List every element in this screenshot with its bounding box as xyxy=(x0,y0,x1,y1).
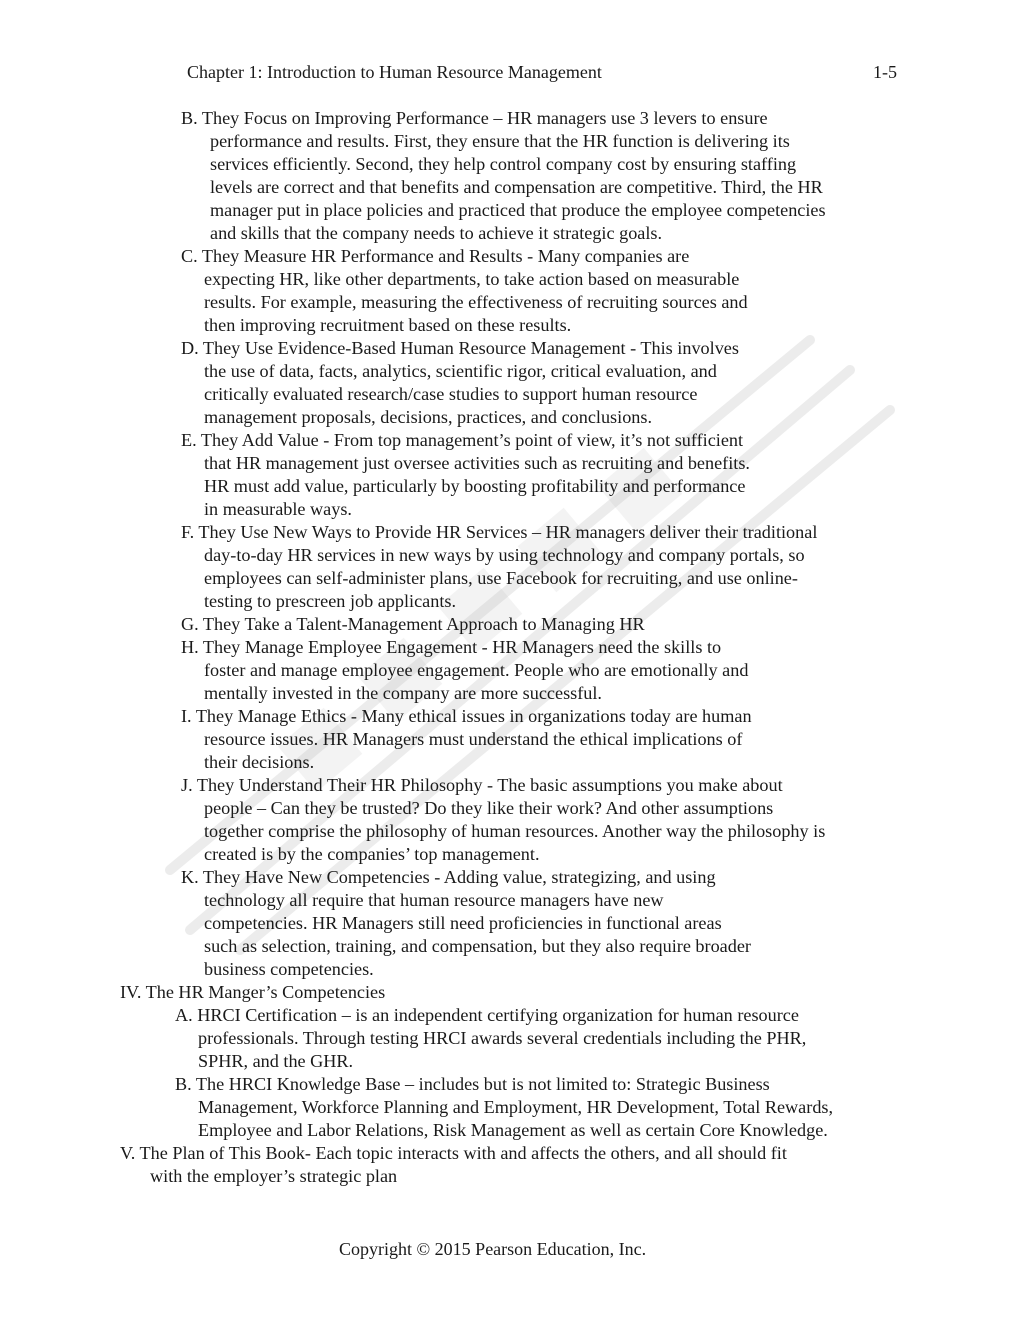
item-e-line: in measurable ways. xyxy=(204,499,352,519)
section-v-line: with the employer’s strategic plan xyxy=(150,1166,398,1186)
item-f-line: testing to prescreen job applicants. xyxy=(204,591,457,611)
item-iv-a-line: professionals. Through testing HRCI awards several credentials including the PHR, xyxy=(198,1028,807,1048)
item-d-line: management proposals, decisions, practices, and conclusions. xyxy=(204,407,653,427)
item-i-line: resource issues. HR Managers must understand the ethical implications of xyxy=(204,729,743,749)
item-h-line: mentally invested in the company are more successful. xyxy=(204,683,602,703)
item-e-line: HR must add value, particularly by boosting profitability and performance xyxy=(204,476,746,496)
item-f-line: employees can self-administer plans, use Facebook for recruiting, and use online- xyxy=(204,568,798,588)
item-c-line: C. They Measure HR Performance and Results - Many companies are xyxy=(181,246,690,266)
item-d-line: the use of data, facts, analytics, scientific rigor, critical evaluation, and xyxy=(204,361,717,381)
item-e-line: E. They Add Value - From top management’s point of view, it’s not sufficient xyxy=(181,430,744,450)
item-iv-a-line: SPHR, and the GHR. xyxy=(198,1051,354,1071)
item-j-line: people – Can they be trusted? Do they like their work? And other assumptions xyxy=(204,798,774,818)
item-j-line: J. They Understand Their HR Philosophy - The basic assumptions you make about xyxy=(181,775,783,795)
copyright-footer: Copyright © 2015 Pearson Education, Inc. xyxy=(339,1239,647,1259)
item-d-line: D. They Use Evidence-Based Human Resource Management - This involves xyxy=(181,338,739,358)
item-h-line: foster and manage employee engagement. People who are emotionally and xyxy=(204,660,749,680)
item-b-line: manager put in place policies and practiced that produce the employee competencies xyxy=(210,200,826,220)
item-b-line: and skills that the company needs to achieve it strategic goals. xyxy=(210,223,663,243)
item-j-line: together comprise the philosophy of human resources. Another way the philosophy is xyxy=(204,821,826,841)
item-b-line: services efficiently. Second, they help control company cost by ensuring staffing xyxy=(210,154,797,174)
item-c-line: then improving recruitment based on these results. xyxy=(204,315,572,335)
item-k-line: competencies. HR Managers still need proficiencies in functional areas xyxy=(204,913,722,933)
item-k-line: business competencies. xyxy=(204,959,374,979)
item-k-line: such as selection, training, and compensation, but they also require broader xyxy=(204,936,751,956)
item-j-line: created is by the companies’ top management. xyxy=(204,844,540,864)
item-iv-a-line: A. HRCI Certification – is an independent certifying organization for human resource xyxy=(175,1005,799,1025)
item-i-line: their decisions. xyxy=(204,752,315,772)
item-f-line: F. They Use New Ways to Provide HR Services – HR managers deliver their traditional xyxy=(181,522,818,542)
item-k-line: technology all require that human resource managers have new xyxy=(204,890,664,910)
item-f-line: day-to-day HR services in new ways by using technology and company portals, so xyxy=(204,545,805,565)
item-d-line: critically evaluated research/case studies to support human resource xyxy=(204,384,698,404)
section-v-heading: V. The Plan of This Book- Each topic interacts with and affects the others, and all should fit xyxy=(120,1143,787,1163)
item-b-line: B. They Focus on Improving Performance – HR managers use 3 levers to ensure xyxy=(181,108,768,128)
item-g-line: G. They Take a Talent-Management Approach to Managing HR xyxy=(181,614,645,634)
item-c-line: results. For example, measuring the effectiveness of recruiting sources and xyxy=(204,292,748,312)
page-number: 1-5 xyxy=(873,62,897,82)
section-iv-heading: IV. The HR Manger’s Competencies xyxy=(120,982,386,1002)
item-i-line: I. They Manage Ethics - Many ethical issues in organizations today are human xyxy=(181,706,752,726)
item-iv-b-line: Management, Workforce Planning and Employment, HR Development, Total Rewards, xyxy=(198,1097,834,1117)
item-e-line: that HR management just oversee activities such as recruiting and benefits. xyxy=(204,453,750,473)
item-iv-b-line: Employee and Labor Relations, Risk Management as well as certain Core Knowledge. xyxy=(198,1120,828,1140)
item-k-line: K. They Have New Competencies - Adding value, strategizing, and using xyxy=(181,867,716,887)
item-h-line: H. They Manage Employee Engagement - HR Managers need the skills to xyxy=(181,637,722,657)
item-c-line: expecting HR, like other departments, to take action based on measurable xyxy=(204,269,740,289)
item-iv-b-line: B. The HRCI Knowledge Base – includes but is not limited to: Strategic Business xyxy=(175,1074,770,1094)
item-b-line: performance and results. First, they ensure that the HR function is delivering its xyxy=(210,131,790,151)
item-b-line: levels are correct and that benefits and compensation are competitive. Third, the HR xyxy=(210,177,823,197)
chapter-header: Chapter 1: Introduction to Human Resource Management xyxy=(187,62,602,82)
